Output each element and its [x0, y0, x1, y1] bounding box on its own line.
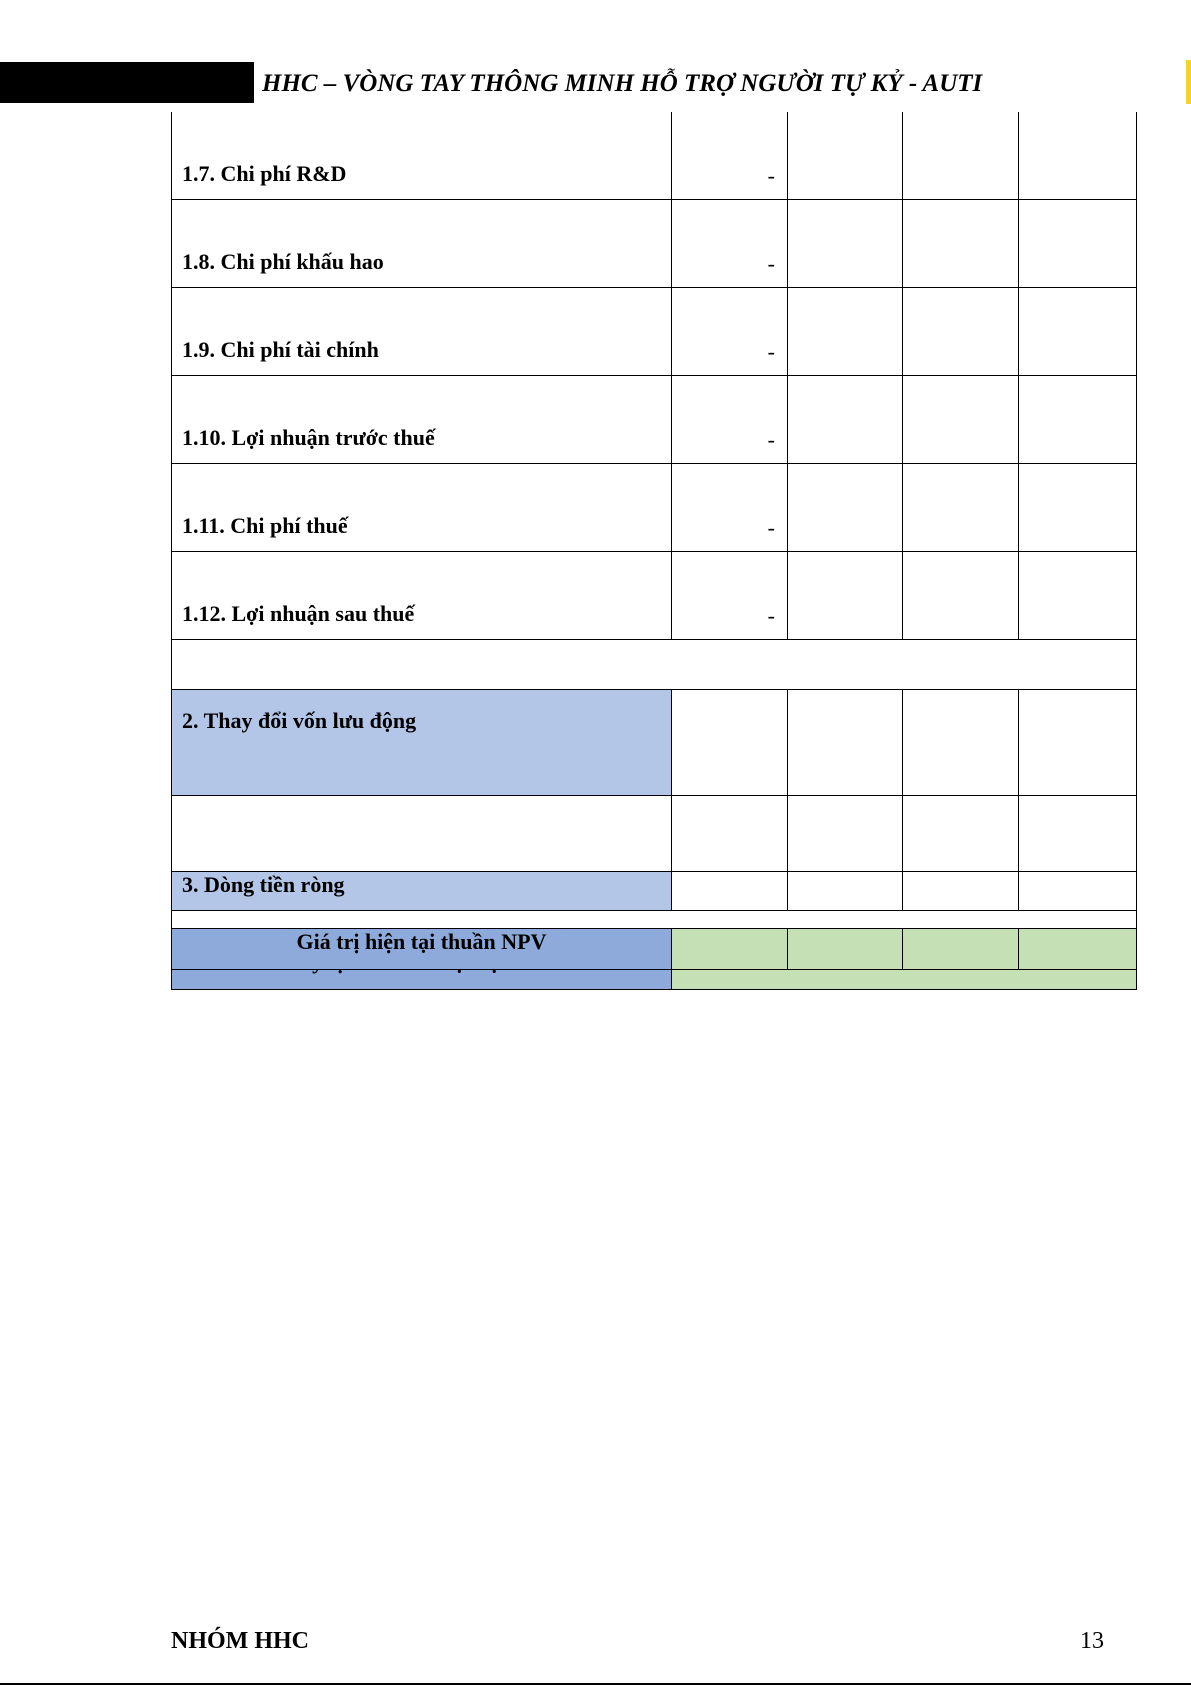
page-number: 13	[1080, 1628, 1104, 1654]
row-label: 1.12. Lợi nhuận sau thuế	[172, 552, 672, 640]
working-capital-row	[172, 690, 1137, 796]
table-row	[172, 464, 1137, 552]
empty-cell	[1019, 112, 1137, 200]
npv-value-cell	[903, 929, 1019, 970]
footer-group-name: NHÓM HHC	[171, 1628, 309, 1654]
empty-cell	[788, 200, 903, 288]
empty-cell	[788, 376, 903, 464]
table-row	[172, 376, 1137, 464]
empty-row	[172, 796, 1137, 872]
empty-cell	[788, 552, 903, 640]
empty-cell	[672, 690, 788, 796]
net-cash-flow-label: 3. Dòng tiền ròng	[172, 872, 672, 911]
header-edge-mark	[1186, 60, 1191, 104]
empty-cell	[172, 640, 1137, 690]
empty-cell	[903, 796, 1019, 872]
header-black-bar	[0, 62, 254, 103]
empty-cell	[788, 464, 903, 552]
empty-cell	[903, 288, 1019, 376]
empty-cell	[172, 796, 672, 872]
empty-cell	[788, 288, 903, 376]
npv-value-cell	[788, 929, 903, 970]
row-label: 1.11. Chi phí thuế	[172, 464, 672, 552]
table-row	[172, 200, 1137, 288]
table-row	[172, 552, 1137, 640]
row-label: 1.10. Lợi nhuận trước thuế	[172, 376, 672, 464]
financial-table	[171, 112, 1137, 990]
table-row	[172, 288, 1137, 376]
row-value: -	[672, 376, 788, 464]
empty-cell	[672, 796, 788, 872]
empty-cell	[903, 464, 1019, 552]
row-value: -	[672, 112, 788, 200]
row-value: -	[672, 288, 788, 376]
spacer-row	[172, 640, 1137, 690]
empty-cell	[1019, 552, 1137, 640]
row-label: 1.9. Chi phí tài chính	[172, 288, 672, 376]
row-value: -	[672, 552, 788, 640]
row-label: 1.7. Chi phí R&D	[172, 112, 672, 200]
empty-cell	[903, 552, 1019, 640]
empty-cell	[903, 690, 1019, 796]
npv-table	[171, 928, 1137, 970]
empty-cell	[1019, 690, 1137, 796]
row-value: -	[672, 464, 788, 552]
net-cash-flow-row	[172, 872, 1137, 911]
empty-cell	[672, 872, 788, 911]
empty-cell	[903, 112, 1019, 200]
npv-row	[172, 929, 1137, 970]
empty-cell	[788, 112, 903, 200]
working-capital-label: 2. Thay đổi vốn lưu động	[172, 690, 672, 796]
empty-cell	[903, 200, 1019, 288]
table-row	[172, 112, 1137, 200]
empty-cell	[1019, 796, 1137, 872]
row-value: -	[672, 200, 788, 288]
document-header-title: HHC – VÒNG TAY THÔNG MINH HỖ TRỢ NGƯỜI TỰ KỶ - AUTI	[262, 70, 983, 97]
empty-cell	[788, 796, 903, 872]
row-label: 1.8. Chi phí khấu hao	[172, 200, 672, 288]
empty-cell	[788, 690, 903, 796]
empty-cell	[1019, 376, 1137, 464]
empty-cell	[1019, 288, 1137, 376]
empty-cell	[1019, 464, 1137, 552]
empty-cell	[903, 872, 1019, 911]
empty-cell	[788, 872, 903, 911]
npv-label: Giá trị hiện tại thuần NPV	[172, 929, 672, 970]
empty-cell	[903, 376, 1019, 464]
empty-cell	[1019, 872, 1137, 911]
npv-value-cell	[672, 929, 788, 970]
empty-cell	[1019, 200, 1137, 288]
npv-value-cell	[1019, 929, 1137, 970]
